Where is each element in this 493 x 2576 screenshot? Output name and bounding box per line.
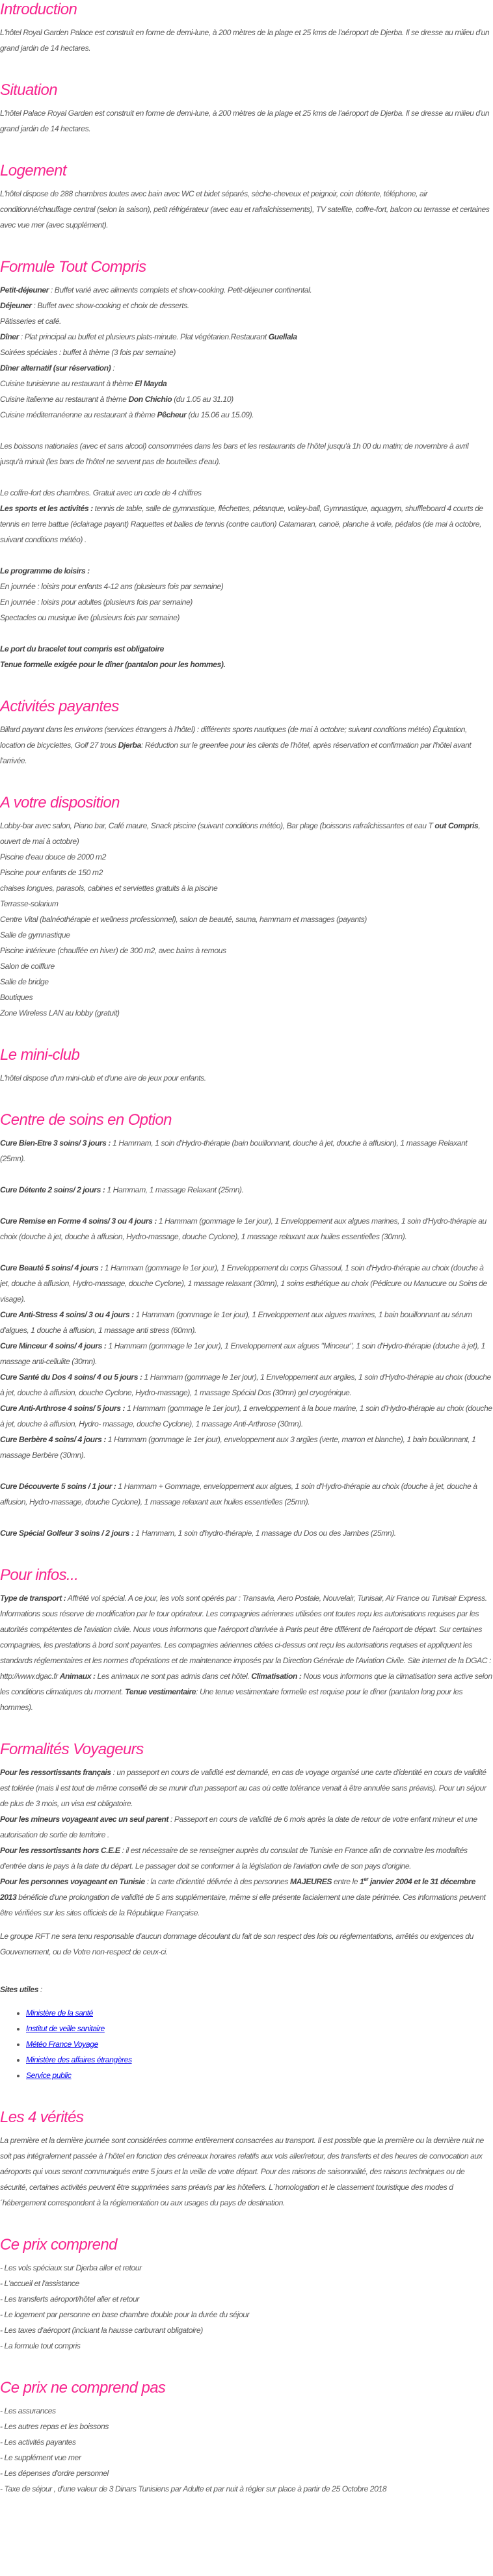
cure-label: Cure Minceur 4 soins/ 4 jours : [0,1341,107,1350]
cuisine-italienne-line [0,391,493,407]
comprend-item: - Le logement par personne en base chambre double pour la durée du séjour [0,2310,250,2319]
cure-text: 1 Hammam (gommage le 1er jour), 1 Enveloppement du corps Ghassoul, 1 soin d'Hydro-thérapie au choix (douche à jet, douche à affusion, Hydro-massage, douche Cyclone), 1 massage relaxant (30mn), 1 soins esthétique au choix (Pédicure ou Manucure ou Soins de visage). [0,1263,487,1304]
cure-item [0,1260,493,1307]
tunisie-text: : la carte d'identité délivrée à des personnes [144,1877,290,1886]
disposition-bars-text: Lobby-bar avec salon, Piano bar, Café maure, Snack piscine (suivant conditions météo), Bar plage (boissons rafraîchissantes et eau T [0,821,435,830]
verites-text: La première et la dernière journée sont considérées comme entièrement consacrées au transport. Il est possible que la première ou la dernière nuit ne soit pas intégralement passée à l´hôtel en fonction des créneaux horaires relatifs aux vols aller/retour, des transferts et des heures de convocation aux aéroports qui vous seront communiqués entre 5 jours et la veille de votre départ. Pour des raisons de saisonnalité, des raisons techniques ou de sécurité, certaines activités peuvent être supprimées sans préavis par les hôteliers. L´homologation et le classement touristique des modes d´hébergement correspondent à la réglementation ou aux usages du pays de destination. [0,2136,484,2207]
tunisie-text-3: bénéficie d'une prolongation de validité de 5 ans supplémentaire, même si elle présente facialement une date périmée. Ces informations peuvent être vérifiées sur les sites officiels de la République Française. [0,1893,486,1917]
cure-label: Cure Anti-Arthrose 4 soins/ 5 jours : [0,1404,126,1413]
heading-activites-payantes: Activités payantes [0,698,119,715]
heading-situation: Situation [0,81,57,99]
comprend-item: - Les vols spéciaux sur Djerba aller et retour [0,2263,142,2272]
section-a-votre-disposition [0,793,493,1021]
cure-text: 1 Hammam (gommage le 1er jour), 1 Enveloppement aux algues marines, 1 bain bouillonnant au sérum d'algues, 1 douche à affusion, 1 massage anti stress (60mn). [0,1310,472,1335]
cure-item [0,1369,493,1400]
tunisie-text-2: entre le [332,1877,360,1886]
link-ministere-affaires-etrangeres[interactable]: Ministère des affaires étrangères [26,2055,132,2064]
heading-prix-comprend: Ce prix comprend [0,2236,117,2254]
sites-utiles-line [0,1982,493,1997]
hors-cee-text: : il est nécessaire de se renseigner auprès du consulat de Tunisie en France afin de connaitre les modalités d'entrée dans le pays à la date du départ. Le passager doit se conformer à la législation de l'aviation civile de son pays d'origine. [0,1846,468,1871]
restaurant-don-chichio: Don Chichio [128,395,172,404]
cuisine-mediterraneenne-dates: (du 15.06 au 15.09). [186,410,254,419]
sports-line [0,501,493,547]
diner-alternatif-line [0,360,493,376]
transport-text: Affrété vol spécial. A ce jour, les vols sont opérés par : Transavia, Aero Postale, Nouvelair, Tunisair, Air France ou Tunisair Express. Informations sous réserve de modification par le tour opérateur. Les compagnies aériennes utilisées ont toutes reçu les autorisations requises par les autorités compétentes de l'aviation civile. Nous vous informons que l'aéroport d'arrivée à Paris peut être différent de l'aéroport de départ. Sur certaines compagnies, les prestations à bord sont payantes. Les compagnies aériennes citées ci-dessus ont reçu les autorisations requises et appliquent les standards réglementaires et les normes d'opérations et de maintenance imposés par la Direction Générale de l'Aviation Civile. Site internet de la DGAC : http://www.dgac.fr [0,1594,492,1681]
diner-line [0,329,493,345]
cure-label: Cure Bien-Etre 3 soins/ 3 jours : [0,1138,111,1148]
cure-item [0,1479,493,1510]
boissons-text: Les boissons nationales (avec et sans alcool) consommées dans les bars et les restaurants de l'hôtel jusqu'à 1h 00 du matin; de novembre à avril jusqu'à minuit (les bars de l'hôtel ne servent pas de bouteilles d'eau). [0,441,469,466]
disposition-item: Zone Wireless LAN au lobby (gratuit) [0,1008,120,1018]
useful-links-list [0,2005,493,2083]
disposition-item: Salle de gymnastique [0,930,70,940]
link-meteo-france-voyage[interactable]: Météo France Voyage [26,2040,98,2049]
sports-text: tennis de table, salle de gymnastique, fléchettes, pétanque, volley-ball, Gymnastique, aquagym, shuffleboard 4 courts de tennis en terre battue (éclairage payant) Raquettes et balles de tennis (contre caution) Catamaran, canoë, planche à voile, pédalos (de mai à octobre, suivant conditions météo) . [0,504,483,544]
disposition-item: chaises longues, parasols, cabines et serviettes gratuits à la piscine [0,884,218,893]
link-institut-veille-sanitaire[interactable]: Institut de veille sanitaire [26,2024,105,2033]
restaurant-pecheur: Pêcheur [157,410,187,419]
comprend-item: - La formule tout compris [0,2341,81,2350]
cuisine-tunisienne-text: Cuisine tunisienne au restaurant à thème [0,379,135,388]
disposition-bars-after: , ouvert de mai à octobre) [0,821,481,846]
climatisation-label: Climatisation : [251,1672,302,1681]
cure-label: Cure Berbère 4 soins/ 4 jours : [0,1435,106,1444]
heading-pour-infos: Pour infos... [0,1566,79,1584]
sites-utiles-suffix: : [38,1985,42,1994]
disposition-item: Salon de coiffure [0,962,55,971]
section-centre-de-soins [0,1111,493,1541]
link-item [26,2068,493,2083]
cure-label: Cure Spécial Golfeur 3 soins / 2 jours : [0,1529,134,1538]
heading-centre-de-soins: Centre de soins en Option [0,1111,172,1129]
sports-label: Les sports et les activités : [0,504,93,513]
disposition-item: Piscine pour enfants de 150 m2 [0,868,103,877]
activites-text [0,722,493,769]
disposition-item: Piscine intérieure (chauffée en hiver) de 300 m2, avec bains à remous [0,946,226,955]
section-mini-club [0,1045,493,1086]
section-pour-infos [0,1566,493,1715]
cure-label: Cure Remise en Forme 4 soins/ 3 ou 4 jours : [0,1216,157,1226]
formalites-francais [0,1765,493,1811]
cure-item [0,1400,493,1432]
tenue-vestimentaire-text: : Une tenue vestimentaire formelle est requise pour le dîner (pantalon long pour les hommes). [0,1687,463,1712]
cure-item [0,1525,493,1541]
cure-text: 1 Hammam + Gommage, enveloppement aux algues, 1 soin d'Hydro-thérapie au choix (douche à jet, douche à affusion, Hydro-massage, douche Cyclone), 1 massage relaxant aux huiles essentielles (25mn). [0,1482,477,1506]
diner-label: Dîner [0,332,19,341]
cure-text: 1 Hammam, 1 soin d'hydro-thérapie, 1 massage du Dos ou des Jambes (25mn). [133,1529,396,1538]
cure-label: Cure Découverte 5 soins / 1 jour : [0,1482,116,1491]
disposition-item: Boutiques [0,993,33,1002]
tunisie-label: Pour les personnes voyageant en Tunisie [0,1877,145,1886]
ne-comprend-item: - Taxe de séjour , d'une valeur de 3 Dinars Tunisiens par Adulte et par nuit à régler sur place à partir de 25 Octobre 2018 [0,2484,387,2493]
heading-4-verites: Les 4 vérités [0,2109,84,2126]
francais-text: : un passeport en cours de validité est demandé, en cas de voyage organisé une carte d'identité en cours de validité est tolérée (mais il est tout de même conseillé de se munir d'un passeport au cas où cette tolérance venait à être annulée sans préavis). Pour un séjour de plus de 3 mois, un visa est obligatoire. [0,1768,486,1808]
heading-mini-club: Le mini-club [0,1046,80,1064]
situation-text: L'hôtel Palace Royal Garden est construit en forme de demi-lune, à 200 mètres de la plage et 25 kms de l'aéroport de Djerba. Il se dresse au milieu d'un grand jardin de 14 hectares. [0,109,490,133]
majeures-text: MAJEURES [289,1877,332,1886]
soirees-line: Soirées spéciales : buffet à thème (3 fois par semaine) [0,348,176,357]
cure-item [0,1338,493,1369]
cure-text: 1 Hammam (gommage le 1er jour), 1 Enveloppement aux argiles, 1 soin d'Hydro-thérapie au choix (douche à jet, douche à affusion, douche Cyclone, Hydro-massage), 1 massage Spécial Dos (30mn) gel cryogénique. [0,1373,491,1397]
bracelet-text: Le port du bracelet tout compris est obligatoire [0,644,164,653]
link-item [26,2021,493,2036]
loisirs-item: Spectacles ou musique live (plusieurs fois par semaine) [0,613,180,622]
cure-text: 1 Hammam (gommage le 1er jour), 1 Enveloppement aux algues marines, 1 soin d'Hydro-thérapie au choix (douche à jet, douche à affusion, Hydro-massage, douche Cyclone), 1 massage relaxant aux huiles essentielles (30mn). [0,1216,486,1241]
cuisine-mediterraneenne-line [0,407,493,423]
cure-item [0,1307,493,1338]
dejeuner-label: Déjeuner [0,301,32,310]
rft-disclaimer: Le groupe RFT ne sera tenu responsable d'aucun dommage découlant du fait de son respect des lois ou réglementations, arrêtés ou exigences du Gouvernement, ou de Votre non-respect de ceux-ci. [0,1932,473,1956]
restaurant-el-mayda: El Mayda [135,379,167,388]
date-range-text: janvier 2004 et le 31 décembre 2013 [0,1877,475,1902]
ne-comprend-item: - Le supplément vue mer [0,2453,81,2462]
link-item [26,2036,493,2052]
formalites-tunisie [0,1874,493,1921]
climatisation-text: Nous vous informons que la climatisation sera active selon les conditions climatiques du moment. [0,1672,492,1696]
activites-text-before: Billard payant dans les environs (services étrangers à l'hôtel) : différents sports nautiques (de mai à octobre; suivant conditions météo) Équitation, location de bicyclettes, Golf 27 trous [0,725,467,750]
loisirs-item: En journée : loisirs pour adultes (plusieurs fois par semaine) [0,598,193,607]
disposition-item: Piscine d'eau douce de 2000 m2 [0,852,106,861]
transport-label: Type de transport : [0,1594,66,1603]
coffre-fort-text: Le coffre-fort des chambres. Gratuit avec un code de 4 chiffres [0,488,202,497]
tenue-vestimentaire-label: Tenue vestimentaire [125,1687,196,1696]
disposition-item: Centre Vital (balnéothérapie et wellness professionnel), salon de beauté, sauna, hammam et massages (payants) [0,915,367,924]
petit-dejeuner-text: : Buffet varié avec aliments complets et show-cooking. Petit-déjeuner continental. [48,285,312,295]
section-prix-ne-comprend-pas [0,2378,493,2497]
petit-dejeuner-label: Petit-déjeuner [0,285,49,295]
section-prix-comprend [0,2235,493,2354]
cure-text: 1 Hammam (gommage le 1er jour), 1 Enveloppement aux algues "Minceur", 1 soin d'Hydro-thérapie (douche à jet), 1 massage anti-cellulite (30mn). [0,1341,485,1366]
ne-comprend-item: - Les autres repas et les boissons [0,2422,109,2431]
cure-text: 1 Hammam (gommage le 1er jour), enveloppement aux 3 argiles (verte, marron et blanche), 1 bain bouillonnant, 1 massage Berbère (30mn). [0,1435,476,1460]
cure-text: 1 Hammam, 1 massage Relaxant (25mn). [105,1185,244,1194]
section-introduction [0,0,493,56]
cure-item [0,1213,493,1244]
introduction-text: L'hôtel Royal Garden Palace est construit en forme de demi-lune, à 200 mètres de la plage et 25 kms de l'aéroport de Djerba. Il se dresse au milieu d'un grand jardin de 14 hectares. [0,28,490,53]
restaurant-guellala: Guellala [268,332,297,341]
heading-formalites-voyageurs: Formalités Voyageurs [0,1741,144,1758]
tenue-text: Tenue formelle exigée pour le dîner (pantalon pour les hommes). [0,660,226,669]
section-formalites-voyageurs [0,1740,493,2083]
section-4-verites [0,2108,493,2211]
activites-text-after: : Réduction sur le greenfee pour les clients de l'hôtel, après réservation et confirmation par l'hôtel avant l'arrivée. [0,741,472,765]
mini-club-text: L'hôtel dispose d'un mini-club et d'une aire de jeux pour enfants. [0,1073,206,1083]
disposition-item: Salle de bridge [0,977,49,986]
mineurs-label: Pour les mineurs voyageant avec un seul parent [0,1815,169,1824]
cuisine-italienne-dates: (du 1.05 au 31.10) [172,395,233,404]
link-item [26,2052,493,2068]
cure-item [0,1182,493,1198]
cure-label: Cure Anti-Stress 4 soins/ 3 ou 4 jours : [0,1310,134,1319]
section-activites-payantes [0,697,493,769]
comprend-item: - Les transferts aéroport/hôtel aller et retour [0,2294,139,2304]
section-logement [0,161,493,233]
heading-logement: Logement [0,162,66,179]
link-item [26,2005,493,2021]
loisirs-item: En journée : loisirs pour enfants 4-12 ans (plusieurs fois par semaine) [0,582,224,591]
ne-comprend-item: - Les dépenses d'ordre personnel [0,2469,109,2478]
sites-utiles-label: Sites utiles [0,1985,38,1994]
cure-item [0,1135,493,1166]
heading-a-votre-disposition: A votre disposition [0,794,120,811]
formalites-mineurs [0,1811,493,1843]
heading-prix-ne-comprend-pas: Ce prix ne comprend pas [0,2379,166,2397]
date-day: 1 [360,1877,364,1886]
comprend-item: - L'accueil et l'assistance [0,2279,79,2288]
activites-djerba: Djerba [118,741,141,750]
tenue-line [0,657,493,672]
cuisine-tunisienne-line [0,376,493,391]
hors-cee-label: Pour les ressortissants hors C.E.E [0,1846,120,1855]
cure-label: Cure Détente 2 soins/ 2 jours : [0,1185,105,1194]
heading-introduction: Introduction [0,1,77,18]
diner-alternatif-label: Dîner alternatif (sur réservation) [0,363,111,373]
patisseries-line: Pâtisseries et café. [0,317,61,326]
cure-text: 1 Hammam (gommage le 1er jour), 1 enveloppement à la boue marine, 1 soin d'Hydro-thérapie au choix (douche à jet, douche à affusion, Hydro- massage, douche Cyclone), 1 massage Anti-Arthrose (30mn). [0,1404,492,1428]
loisirs-label: Le programme de loisirs : [0,566,90,575]
dejeuner-text: : Buffet avec show-cooking et choix de desserts. [31,301,189,310]
cuisine-italienne-text: Cuisine italienne au restaurant à thème [0,395,129,404]
dejeuner-line [0,298,493,313]
animaux-text: Les animaux ne sont pas admis dans cet hôtel. [95,1672,252,1681]
logement-text: L'hôtel dispose de 288 chambres toutes avec bain avec WC et bidet séparés, sèche-cheveux et peignoir, coin détente, téléphone, air conditionné/chauffage central (selon la saison), petit réfrigérateur (avec eau et rafraîchissements), TV satellite, coffre-fort, balcon ou terrasse et certaines avec vue mer (avec supplément). [0,189,490,230]
heading-formule-tout-compris: Formule Tout Compris [0,258,146,276]
disposition-bars-line [0,818,493,849]
disposition-tout-compris: out Compris [434,821,479,830]
cure-label: Cure Santé du Dos 4 soins/ 4 ou 5 jours : [0,1373,142,1382]
formalites-hors-cee [0,1843,493,1874]
section-formule-tout-compris [0,257,493,672]
cure-label: Cure Beauté 5 soins/ 4 jours : [0,1263,103,1272]
cuisine-mediterraneenne-text: Cuisine méditerranéenne au restaurant à thème [0,410,157,419]
loisirs-label-line [0,563,493,579]
diner-text: : Plat principal au buffet et plusieurs plats-minute. Plat végétarien.Restaurant [18,332,269,341]
disposition-item: Terrasse-solarium [0,899,59,908]
cure-item [0,1432,493,1463]
cure-text: 1 Hammam, 1 soin d'Hydro-thérapie (bain bouillonnant, douche à jet, douche à affusion), 1 massage Relaxant (25mn). [0,1138,468,1163]
infos-text [0,1590,493,1715]
section-situation [0,81,493,137]
petit-dejeuner-line [0,282,493,298]
mineurs-text: : Passeport en cours de validité de 6 mois après la date de retour de votre enfant mineur et une autorisation de sortie de territoire . [0,1815,477,1839]
comprend-item: - Les taxes d'aéroport (incluant la hausse carburant obligatoire) [0,2326,203,2335]
francais-label: Pour les ressortissants français [0,1768,111,1777]
diner-alternatif-suffix: : [111,363,115,373]
link-ministere-sante[interactable]: Ministère de la santé [26,2008,94,2017]
date-sup: er [364,1876,369,1882]
link-service-public[interactable]: Service public [26,2071,72,2080]
ne-comprend-item: - Les assurances [0,2406,56,2415]
ne-comprend-item: - Les activités payantes [0,2438,76,2447]
bracelet-line [0,641,493,657]
animaux-label: Animaux : [59,1672,96,1681]
